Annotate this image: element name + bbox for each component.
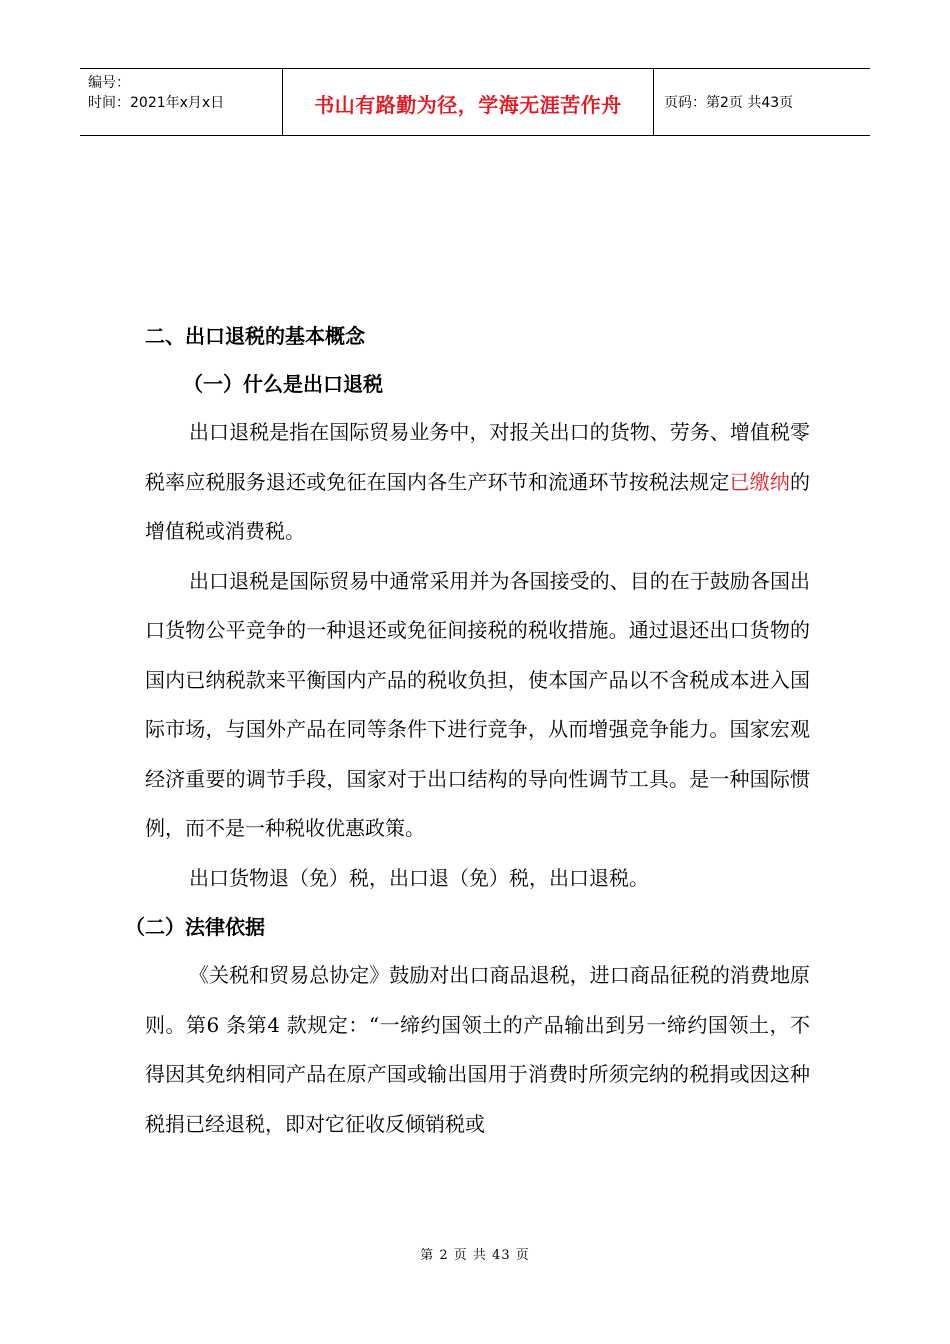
- paragraph-purpose: 出口退税是国际贸易中通常采用并为各国接受的、目的在于鼓励各国出口货物公平竞争的一种退还或免征间接税的税收措施。通过退还出口货物的国内已纳税款来平衡国内产品的税收负担，使本国产品以不含税成本进入国际市场，与国外产品在同等条件下进行竞争，从而增强竞争能力。国家宏观经济重要的调节手段，国家对于出口结构的导向性调节工具。是一种国际惯例，而不是一种税收优惠政策。: [145, 568, 810, 840]
- header-date-label: 时间：2021年x月x日: [88, 95, 225, 111]
- paragraph-gatt: 《关税和贸易总协定》鼓励对出口商品退税，进口商品征税的消费地原则。第6 条第4 款规定：“一缔约国领土的产品输出到另一缔约国领土，不得因其免纳相同产品在原产国或输出国用于消费时所须完纳的税捐或因这种税捐已经退税，即对它征收反倾销税或: [145, 963, 810, 1136]
- section-title: 二、出口退税的基本概念: [145, 324, 365, 348]
- header-motto: 书山有路勤为径，学海无涯苦作舟: [282, 69, 654, 135]
- highlight-paid-text: 已缴纳: [729, 469, 790, 494]
- paragraph-terms: 出口货物退（免）税，出口退（免）税，出口退税。: [189, 865, 649, 890]
- paragraph-definition-text-1: 出口退税是指在国际贸易业务中，对报关出口的货物、劳务、增值税零税率应税服务退还或免征在国内各生产环节和流通环节按税法规定: [145, 420, 810, 494]
- subsection-title-what-is: （一）什么是出口退税: [183, 372, 383, 396]
- page-header: [80, 68, 870, 136]
- header-number-label: 编号：: [88, 75, 130, 91]
- paragraph-definition-text-2: 的增值税或消费税。: [145, 469, 810, 543]
- document-body: [125, 312, 810, 1149]
- header-info-cell: [80, 69, 282, 135]
- page-footer: 第 2 页 共 43 页: [420, 1248, 530, 1263]
- header-page-label: 页码：第2页 共43页: [664, 95, 794, 111]
- paragraph-definition: [145, 408, 810, 557]
- subsection-title-legal-basis: （二）法律依据: [125, 915, 265, 939]
